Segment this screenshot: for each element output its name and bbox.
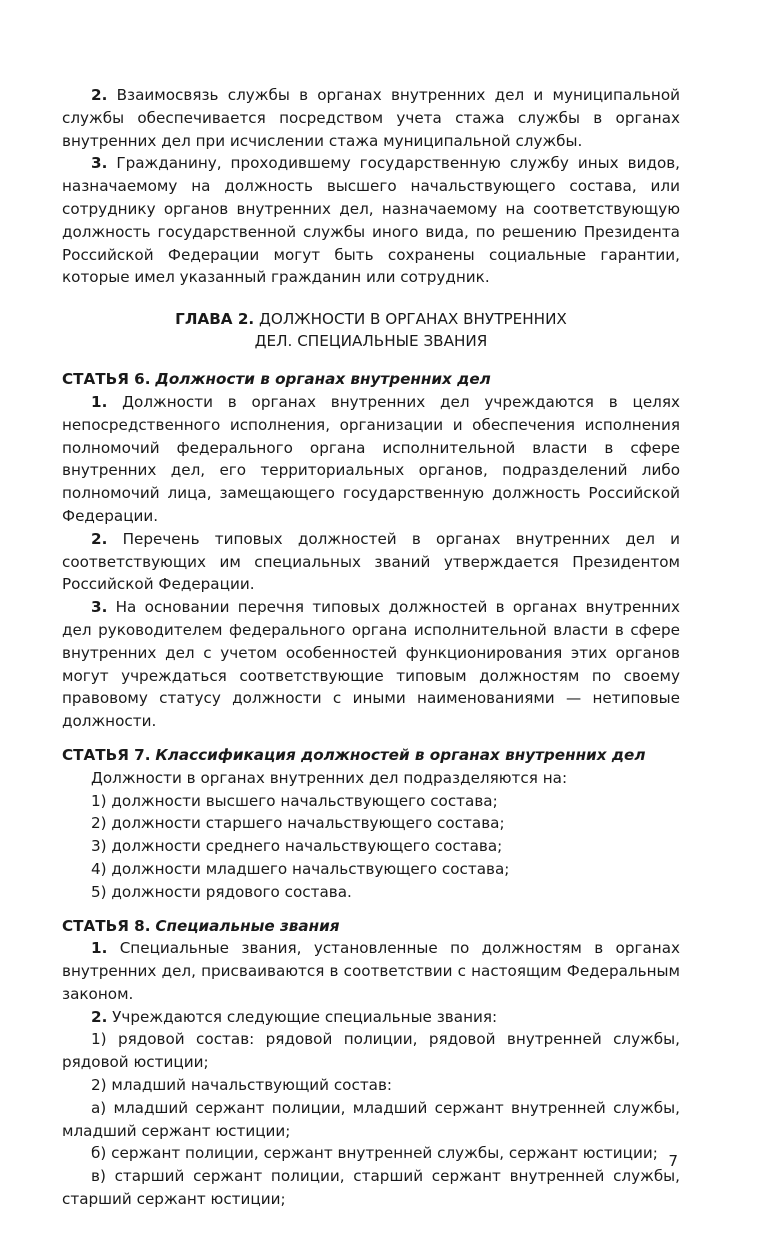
- article-heading: [62, 368, 680, 391]
- article-title: Должности в органах внутренних дел: [155, 370, 491, 389]
- article-heading: [62, 744, 680, 767]
- paragraph-text: Перечень типовых должностей в органах внутренних дел и соответствующих им специальных званий утверждается Президентом Российской Федерации.: [62, 529, 680, 594]
- paragraph-number: 1.: [91, 939, 108, 958]
- paragraph-text: Специальные звания, установленные по должностям в органах внутренних дел, присваиваются в соответствии с настоящим Федеральным законом.: [62, 939, 680, 1003]
- list-item: 5) должности рядового состава.: [91, 882, 352, 901]
- position-list: [62, 767, 680, 904]
- paragraph-3: [62, 152, 680, 289]
- chapter-label: ГЛАВА 2.: [175, 310, 255, 329]
- list-item: в) старший сержант полиции, старший сержант внутренней службы, старший сержант юстиции;: [62, 1167, 680, 1209]
- article-label: СТАТЬЯ 8.: [62, 916, 151, 935]
- chapter-heading: [62, 308, 680, 352]
- list-item: 2) должности старшего начальствующего состава;: [91, 814, 505, 833]
- list-item: 1) рядовой состав: рядовой полиции, рядовой внутренней службы, рядовой юстиции;: [62, 1030, 680, 1072]
- paragraph-number: 2.: [91, 529, 108, 548]
- paragraph: [62, 937, 680, 1005]
- paragraph-number: 3.: [91, 598, 108, 617]
- article-label: СТАТЬЯ 7.: [62, 745, 151, 764]
- paragraph-text: На основании перечня типовых должностей в органах внутренних дел руководителем федерального органа исполнительной власти в сфере внутренних дел с учетом особенностей функционирования этих органов могут учреждаться соответствующие типовым должностям по своему правовому статусу должности с иными наименованиями — нетиповые должности.: [62, 598, 680, 731]
- article-label: СТАТЬЯ 6.: [62, 370, 151, 389]
- list-item: 3) должности среднего начальствующего состава;: [91, 837, 503, 856]
- paragraph: [62, 528, 680, 596]
- list-item: 1) должности высшего начальствующего состава;: [91, 791, 498, 810]
- list-item: 4) должности младшего начальствующего состава;: [91, 859, 510, 878]
- list-item: а) младший сержант полиции, младший сержант внутренней службы, младший сержант юстиции;: [62, 1098, 680, 1140]
- list-intro: Должности в органах внутренних дел подразделяются на:: [91, 768, 568, 787]
- article-6: [62, 368, 680, 733]
- article-heading: [62, 915, 680, 938]
- paragraph: [62, 596, 680, 733]
- paragraph: [62, 391, 680, 528]
- article-7: [62, 744, 680, 904]
- list-item: 2) младший начальствующий состав:: [91, 1076, 393, 1095]
- page-number: 7: [668, 1152, 678, 1170]
- chapter-title-line2: ДЕЛ. СПЕЦИАЛЬНЫЕ ЗВАНИЯ: [254, 332, 488, 351]
- paragraph-number: 2.: [91, 1007, 108, 1026]
- paragraph-number: 3.: [91, 154, 108, 173]
- paragraph: [62, 1006, 680, 1029]
- chapter-title-line1: ДОЛЖНОСТИ В ОРГАНАХ ВНУТРЕННИХ: [259, 310, 567, 329]
- paragraph-number: 2.: [91, 86, 108, 104]
- paragraph-2: [62, 84, 680, 152]
- paragraph-text: Гражданину, проходившему государственную службу иных видов, назначаемому на должность высшего начальствующего состава, или сотруднику органов внутренних дел, назначаемому на соответствующую должность государственной службы иного вида, по решению Президента Российской Федерации могут быть сохранены социальные гарантии, которые имел указанный гражданин или сотрудник.: [62, 154, 681, 287]
- article-title: Классификация должностей в органах внутренних дел: [155, 745, 646, 764]
- article-8: [62, 915, 680, 1211]
- paragraph-text: Должности в органах внутренних дел учреждаются в целях непосредственного исполнения, организации и обеспечения исполнения полномочий федерального органа исполнительной власти в сфере внутренних дел, его территориальных органов, подразделений либо полномочий лица, замещающего государственную должность Российской Федерации.: [62, 392, 681, 525]
- paragraph-text: Учреждаются следующие специальные звания:: [112, 1007, 498, 1026]
- paragraph-text: Взаимосвязь службы в органах внутренних дел и муниципальной службы обеспечивается посредством учета стажа службы в органах внутренних дел при исчислении стажа муниципальной службы.: [62, 86, 680, 150]
- list-item: б) сержант полиции, сержант внутренней службы, сержант юстиции;: [91, 1144, 658, 1163]
- article-title: Специальные звания: [155, 916, 340, 935]
- paragraph-number: 1.: [91, 392, 108, 411]
